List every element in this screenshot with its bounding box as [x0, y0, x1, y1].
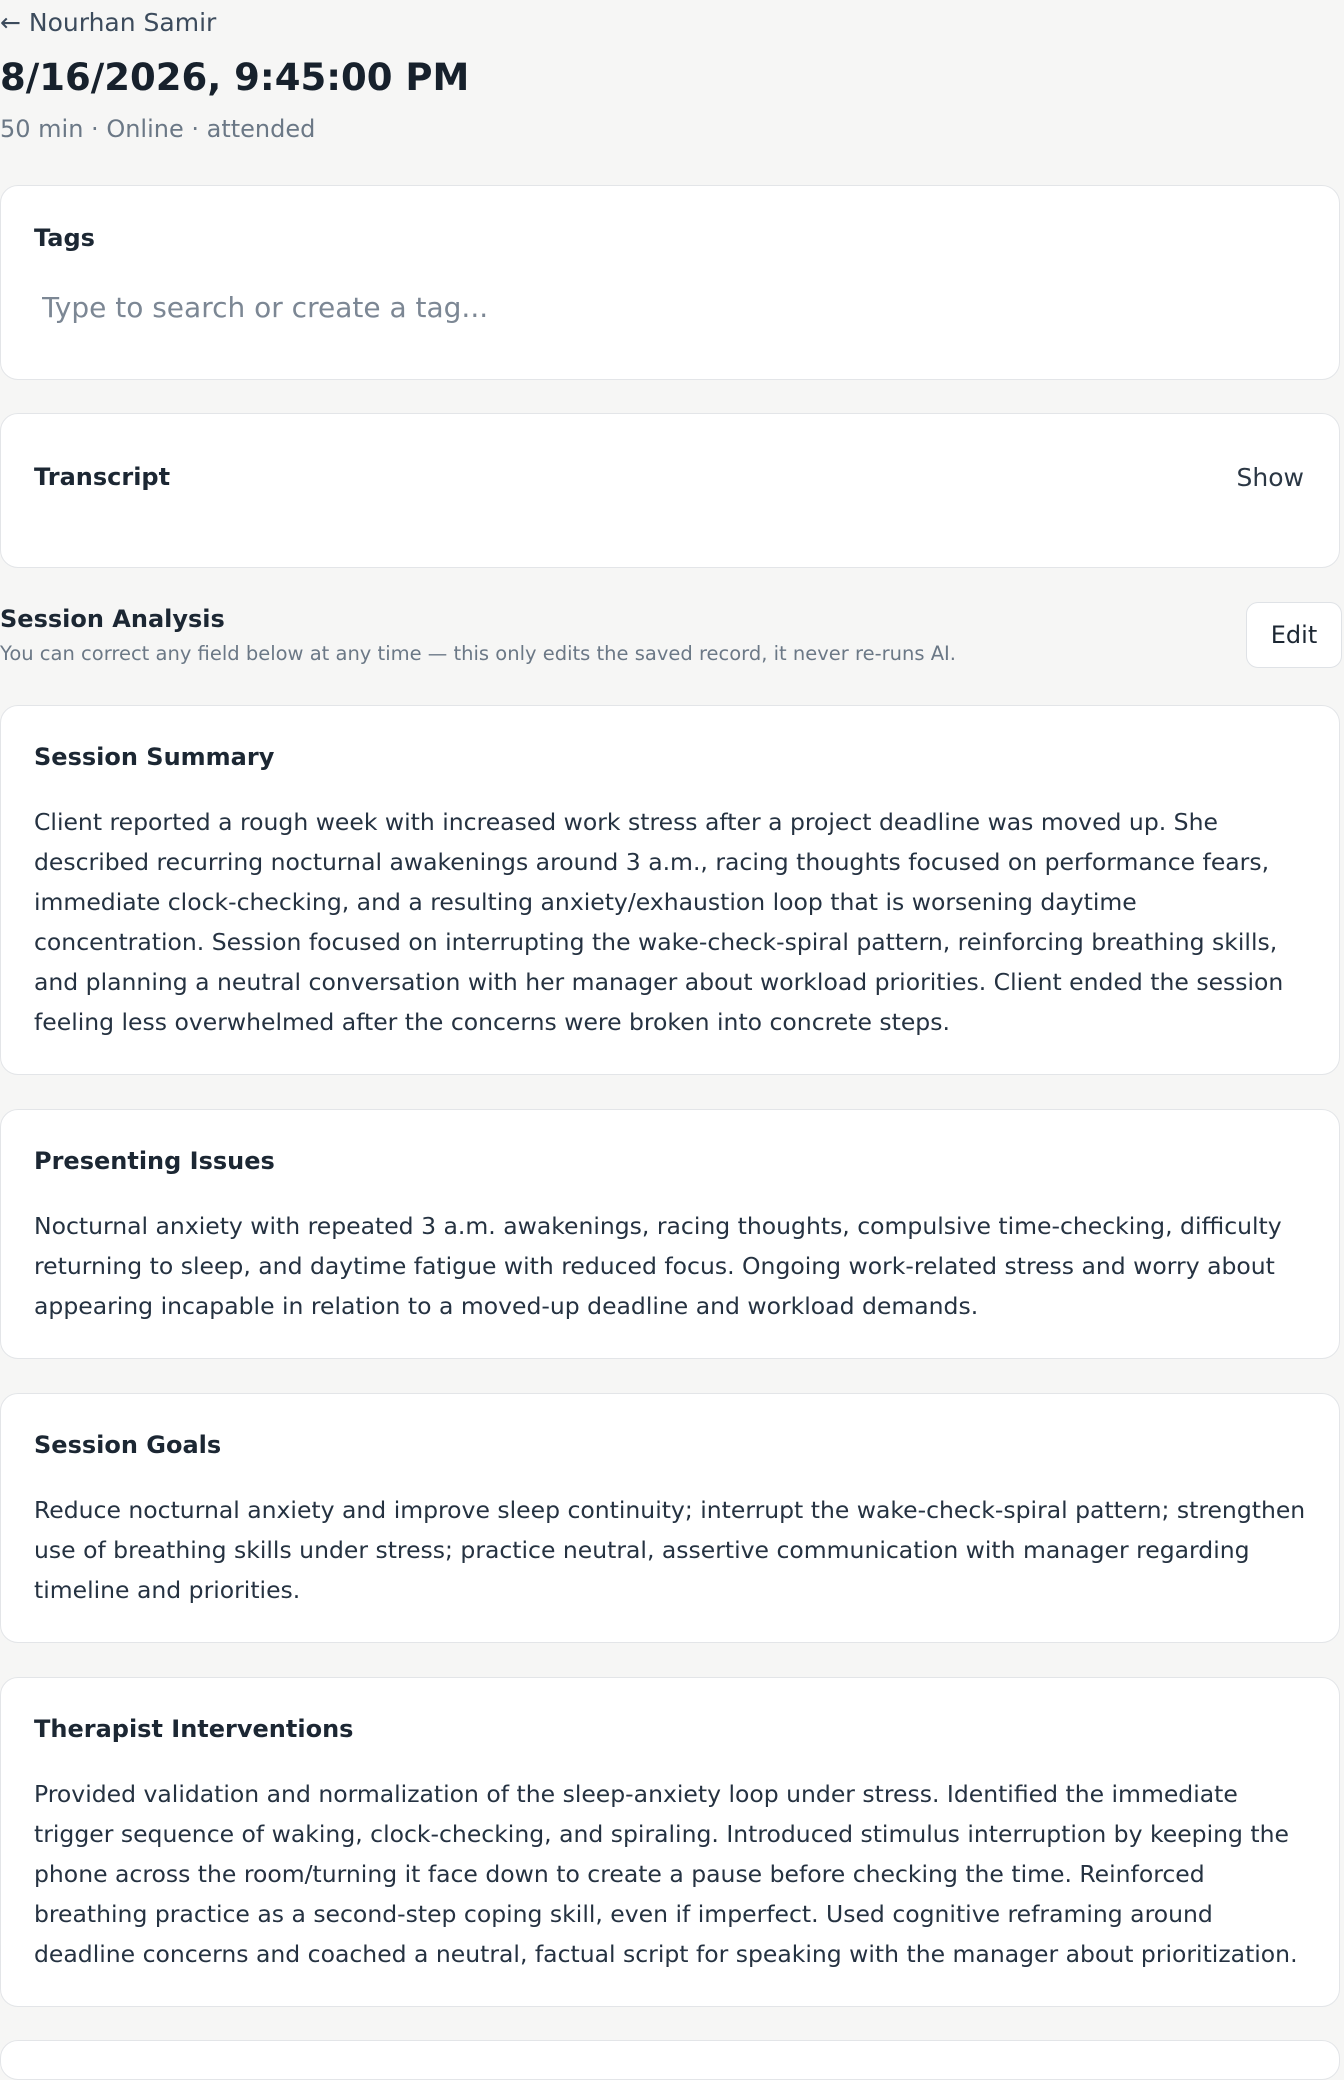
therapist-interventions-title: Therapist Interventions [34, 1715, 354, 1743]
tags-title: Tags [34, 224, 95, 252]
presenting-issues-text: Nocturnal anxiety with repeated 3 a.m. awakenings, racing thoughts, compulsive time-checking, difficulty returning to sleep, and daytime fatigue with reduced focus. Ongoing work-related stress and worry about appearing incapable in relation to a moved-up deadline and workload demands. [34, 1212, 1282, 1320]
tags-card [0, 185, 1340, 380]
session-goals-text: Reduce nocturnal anxiety and improve sleep continuity; interrupt the wake-check-spiral pattern; strengthen use of breathing skills under stress; practice neutral, assertive communication with manager regarding timeline and priorities. [34, 1496, 1306, 1604]
therapist-interventions-text: Provided validation and normalization of the sleep-anxiety loop under stress. Identified the immediate trigger sequence of waking, clock-checking, and spiraling. Introduced stimulus interruption by keeping the phone across the room/turning it face down to create a pause before checking the time. Reinforced breathing practice as a second-step coping skill, even if imperfect. Used cognitive reframing around deadline concerns and coached a neutral, factual script for speaking with the manager about prioritization. [34, 1780, 1298, 1968]
tag-search-input[interactable] [34, 284, 942, 330]
analysis-card-next [0, 2040, 1340, 2080]
transcript-title: Transcript [34, 463, 171, 491]
back-to-client-link[interactable]: ← Nourhan Samir [0, 8, 217, 37]
presenting-issues-title: Presenting Issues [34, 1147, 275, 1175]
session-goals-title: Session Goals [34, 1431, 222, 1459]
edit-analysis-button[interactable]: Edit [1246, 602, 1342, 668]
session-analysis-heading: Session Analysis [0, 605, 225, 633]
session-summary-text: Client reported a rough week with increased work stress after a project deadline was moved up. She described recurring nocturnal awakenings around 3 a.m., racing thoughts focused on performance fears, immediate clock-checking, and a resulting anxiety/exhaustion loop that is worsening daytime concentration. Session focused on interrupting the wake-check-spiral pattern, reinforcing breathing skills, and planning a neutral conversation with her manager about workload priorities. Client ended the session feeling less overwhelmed after the concerns were broken into concrete steps. [34, 808, 1284, 1036]
session-meta: 50 min · Online · attended [0, 115, 316, 143]
transcript-card [0, 413, 1340, 568]
session-summary-title: Session Summary [34, 743, 275, 771]
transcript-show-toggle[interactable]: Show [1236, 463, 1304, 492]
session-analysis-description: You can correct any field below at any time — this only edits the saved record, it never re-runs AI. [0, 642, 957, 665]
session-datetime-title: 8/16/2026, 9:45:00 PM [0, 56, 470, 99]
